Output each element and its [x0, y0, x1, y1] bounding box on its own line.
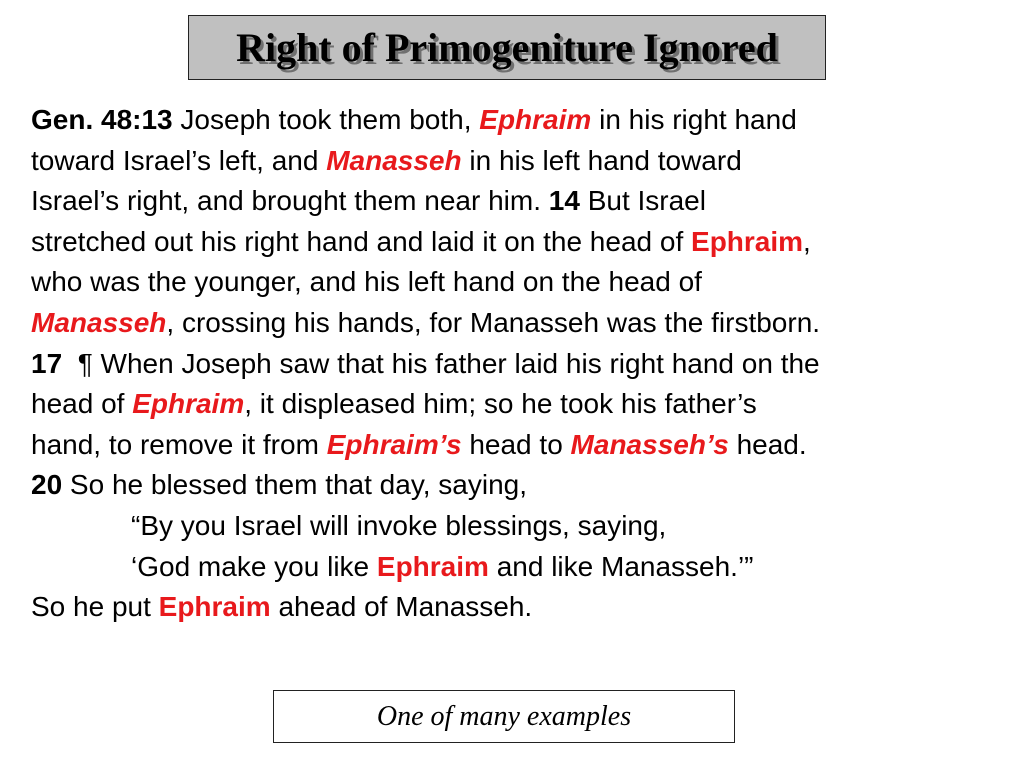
passage-text: ahead of Manasseh.: [270, 591, 533, 623]
passage-text: So he put: [31, 591, 159, 623]
passage-text: in his left hand toward: [461, 144, 742, 176]
name-ephraim: Ephraim: [158, 591, 271, 623]
passage-line-13: [31, 587, 1006, 628]
passage-text: “By you Israel will invoke blessings, saying,: [131, 509, 667, 541]
passage-text: ,: [803, 225, 811, 257]
name-ephraim: Ephraim: [479, 104, 592, 135]
passage-text: and like Manasseh.’”: [488, 550, 754, 582]
passage-text: head of: [31, 388, 133, 420]
passage-text: , it displeased him; so he took his father’s: [244, 388, 757, 420]
verse-reference: Gen. 48:13: [31, 104, 173, 135]
passage-text: , crossing his hands, for Manasseh was the firstborn.: [166, 306, 821, 338]
verse-number-17: 17: [31, 347, 63, 379]
name-manassehs: Manasseh’s: [570, 428, 729, 460]
slide-title: Right of Primogeniture Ignored: [236, 25, 778, 70]
passage-line-9: [31, 425, 1006, 466]
passage-text: Joseph took them both,: [172, 104, 480, 135]
passage-line-11: [31, 506, 1006, 547]
verse-number-14: 14: [548, 185, 580, 217]
name-ephraim: Ephraim: [132, 388, 245, 420]
passage-line-5: [31, 262, 1006, 303]
passage-line-1: [31, 100, 1006, 141]
passage-line-7: [31, 344, 1006, 385]
passage-text: hand, to remove it from: [31, 428, 327, 460]
footer-box: [273, 690, 735, 743]
passage-text: head.: [728, 428, 807, 460]
passage-line-2: [31, 141, 1006, 182]
name-ephraim: Ephraim: [376, 550, 489, 582]
name-ephraim: Ephraim: [691, 225, 804, 257]
scripture-passage: [31, 100, 1006, 628]
passage-text: So he blessed them that day, saying,: [62, 469, 528, 501]
passage-text: ‘God make you like: [131, 550, 377, 582]
passage-line-10: [31, 465, 1006, 506]
verse-number-20: 20: [31, 469, 63, 501]
name-ephraims: Ephraim’s: [326, 428, 462, 460]
passage-text: head to: [461, 428, 571, 460]
name-manasseh: Manasseh: [31, 306, 167, 338]
passage-line-8: [31, 384, 1006, 425]
passage-text: who was the younger, and his left hand on the head of: [31, 266, 702, 298]
passage-line-3: [31, 181, 1006, 222]
passage-text: Israel’s right, and brought them near him.: [31, 185, 549, 217]
passage-line-4: [31, 222, 1006, 263]
passage-line-6: [31, 303, 1006, 344]
footer-caption: One of many examples: [376, 700, 632, 732]
passage-text: ¶ When Joseph saw that his father laid his right hand on the: [62, 347, 820, 379]
passage-text: stretched out his right hand and laid it on the head of: [31, 225, 692, 257]
title-box: [188, 15, 826, 80]
passage-text: in his right hand: [591, 104, 797, 135]
passage-text: But Israel: [579, 185, 706, 217]
passage-line-12: [31, 547, 1006, 588]
name-manasseh: Manasseh: [326, 144, 462, 176]
passage-text: toward Israel’s left, and: [31, 144, 327, 176]
